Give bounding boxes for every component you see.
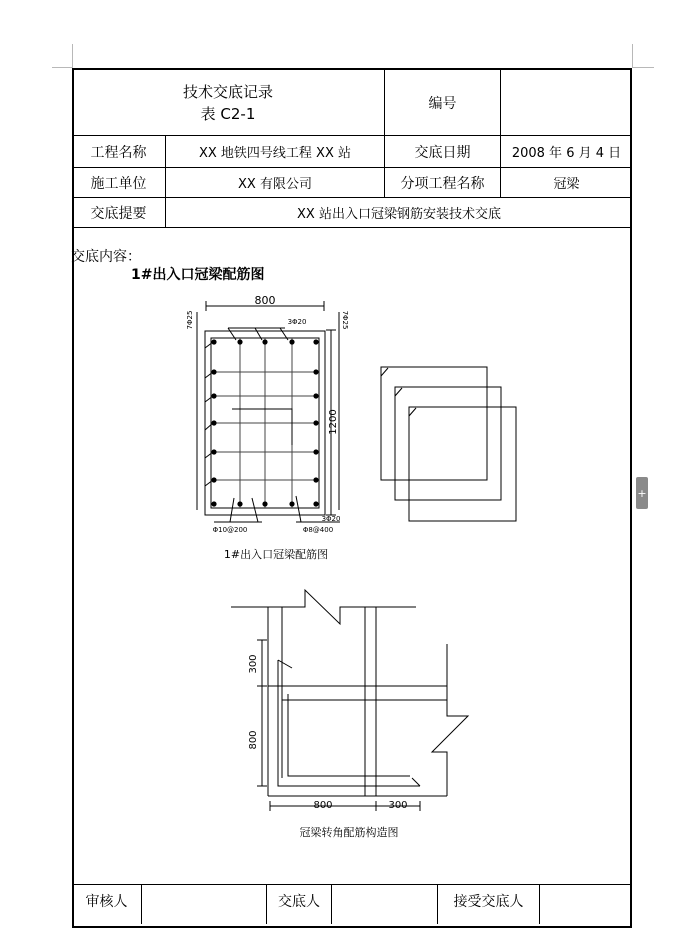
content-heading: 交底内容： <box>71 249 141 265</box>
subitem-value[interactable]: 冠梁 <box>553 177 580 192</box>
title-line-1: 技术交底记录 <box>182 82 273 101</box>
top-bar-label: 3Φ20 <box>287 318 307 326</box>
content-subheading: 1#出入口冠梁配筋图 <box>131 267 265 283</box>
height-dim-label: 1200 <box>328 409 339 435</box>
receiver-value[interactable] <box>540 885 632 916</box>
discloser-value[interactable] <box>332 885 437 916</box>
number-label: 编号 <box>428 95 457 112</box>
discloser-label: 交底人 <box>278 893 320 910</box>
stirrup-shapes <box>381 367 516 521</box>
plus-icon: + <box>637 486 647 500</box>
stirrup-label-2: Φ8@400 <box>302 526 334 534</box>
summary-value[interactable]: XX 站出入口冠梁钢筋安装技术交底 <box>297 207 501 222</box>
title-line-2: 表 C2-1 <box>200 104 256 123</box>
date-value[interactable]: 2008 年 6 月 4 日 <box>511 146 622 161</box>
corner-detail-figure <box>231 590 468 811</box>
figure2-caption: 冠梁转角配筋构造图 <box>299 826 399 839</box>
receiver-label: 接受交底人 <box>453 893 524 910</box>
dim-800-horizontal: 800 <box>313 800 333 811</box>
reviewer-label: 审核人 <box>85 893 128 910</box>
width-dim-label: 800 <box>254 294 276 307</box>
stirrup-label-1: Φ10@200 <box>212 526 248 534</box>
side-expand-tab[interactable] <box>636 477 648 509</box>
construction-unit-label: 施工单位 <box>90 175 147 192</box>
dim-300-vertical: 300 <box>248 654 259 674</box>
summary-label: 交底提要 <box>90 205 147 222</box>
dim-300-horizontal: 300 <box>388 800 408 811</box>
figure1-caption: 1#出入口冠梁配筋图 <box>223 548 329 561</box>
subitem-label: 分项工程名称 <box>400 175 485 192</box>
cross-section-figure <box>197 301 340 522</box>
project-name-label: 工程名称 <box>90 144 147 161</box>
construction-unit-value[interactable]: XX 有限公司 <box>238 177 312 192</box>
bottom-right-bar-label: 3Φ20 <box>321 515 341 523</box>
dim-800-vertical: 800 <box>248 730 259 750</box>
date-label: 交底日期 <box>414 144 471 161</box>
right-bar-label: 7Φ25 <box>341 310 349 330</box>
project-name-value[interactable]: XX 地铁四号线工程 XX 站 <box>198 146 352 161</box>
reviewer-value[interactable] <box>142 885 266 916</box>
left-bar-label: 7Φ25 <box>186 310 194 330</box>
